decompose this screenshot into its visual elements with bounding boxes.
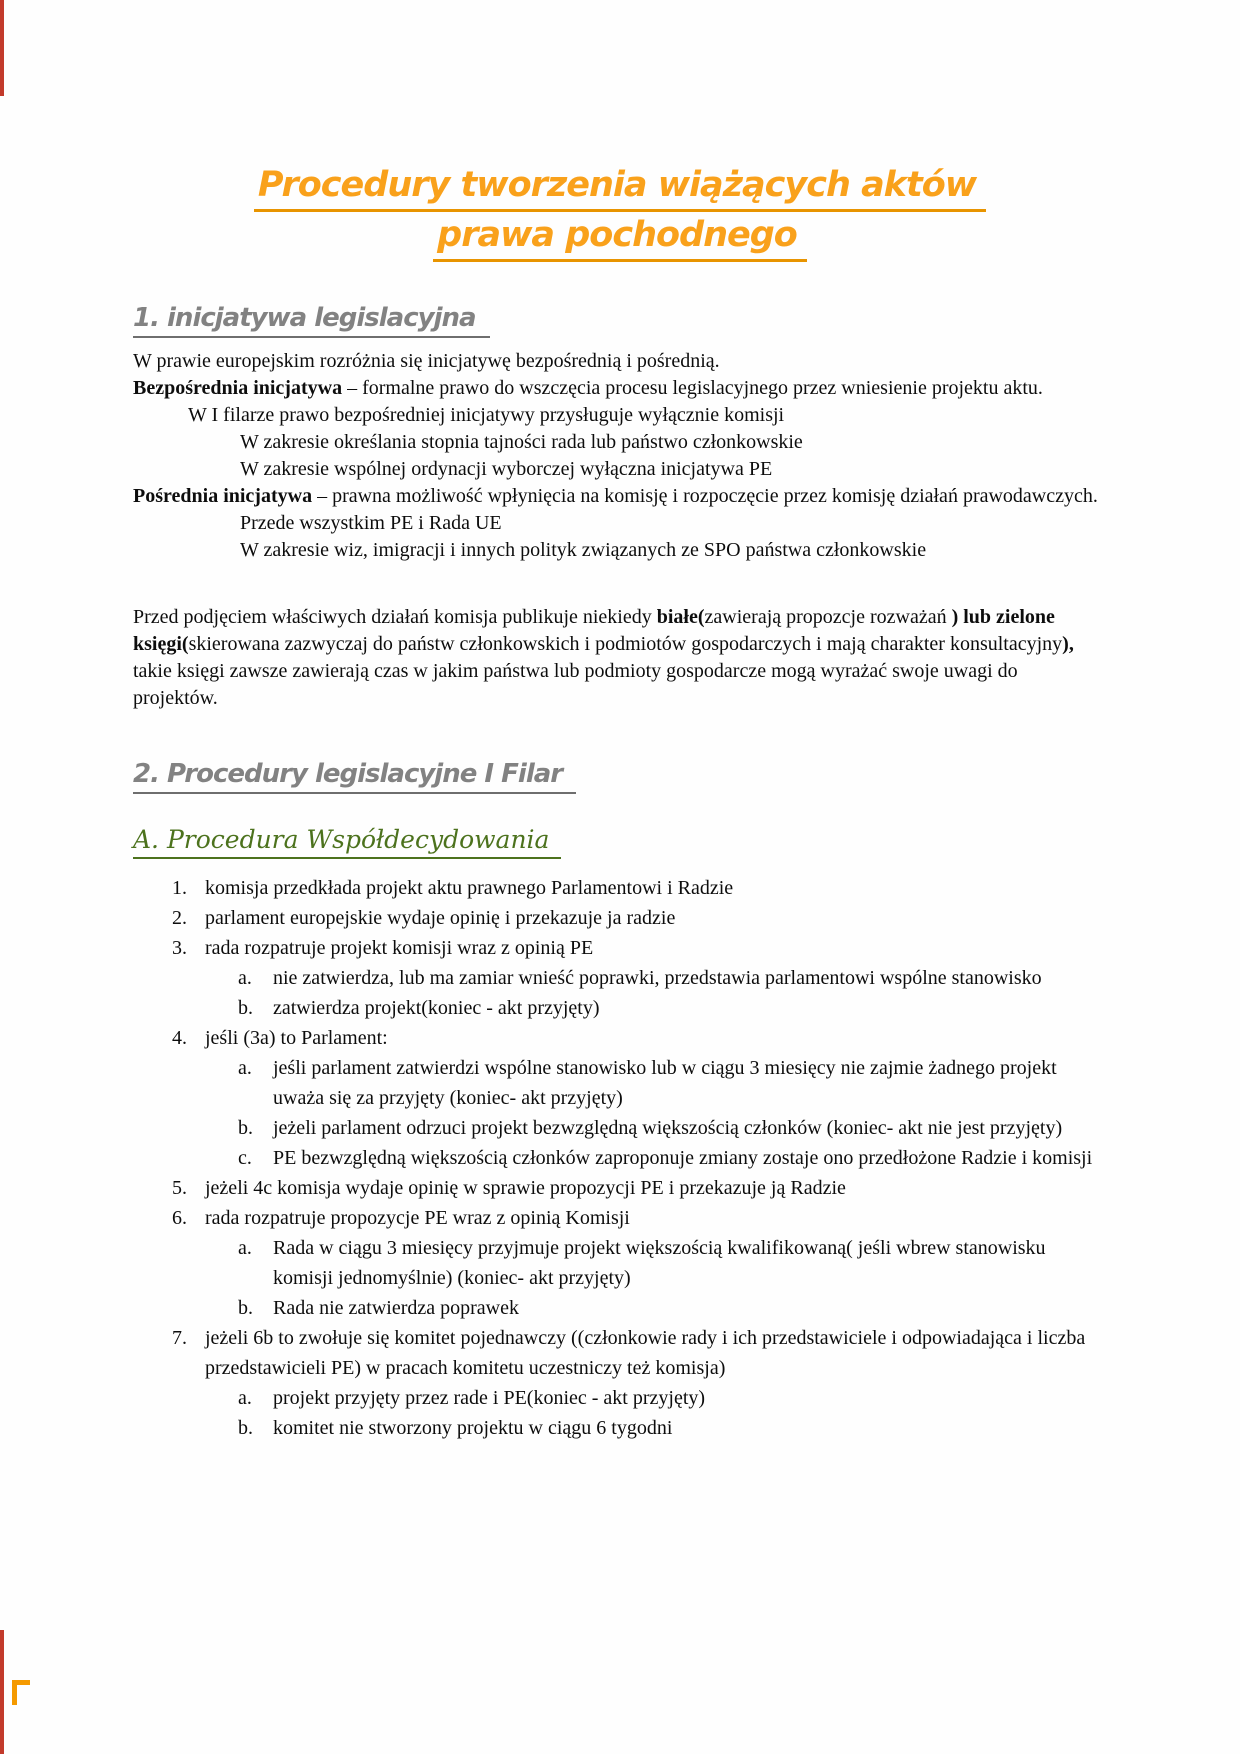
- list-marker: 2.: [172, 907, 187, 929]
- list-item-text: nie zatwierdza, lub ma zamiar wnieść poprawki, przedstawia parlamentowi wspólne stanowisko: [273, 967, 1042, 989]
- list-marker: a.: [238, 1237, 252, 1259]
- procedure-substep: [133, 1143, 1107, 1173]
- text-run: takie księgi zawsze zawierają czas w jakim państwa lub podmioty gospodarcze mogą wyrażać swoje uwagi do projektów.: [133, 660, 1018, 709]
- list-item-text: rada rozpatruje projekt komisji wraz z opinią PE: [205, 937, 594, 959]
- text-line: [133, 402, 1107, 429]
- procedure-step: [133, 1173, 1107, 1203]
- bold-text-run: białe(: [656, 606, 705, 628]
- list-marker: b.: [238, 1117, 253, 1139]
- procedure-step: [133, 873, 1107, 903]
- text-run: Przed podjęciem właściwych działań komisja publikuje niekiedy: [133, 606, 657, 628]
- list-marker: 6.: [172, 1207, 187, 1229]
- section-heading-legislative-procedures: 2. Procedury legislacyjne I Filar: [133, 758, 1107, 794]
- bold-text-run: Pośrednia inicjatywa: [133, 485, 313, 507]
- text-run: W zakresie określania stopnia tajności rada lub państwo członkowskie: [240, 431, 803, 453]
- scan-artifact-top: [0, 0, 4, 96]
- codecision-procedure-list: [133, 873, 1107, 1443]
- list-marker: 1.: [172, 877, 187, 899]
- text-run: – formalne prawo do wszczęcia procesu legislacyjnego przez wniesienie projektu aktu.: [342, 377, 1043, 399]
- list-item-text: jeśli (3a) to Parlament:: [205, 1027, 388, 1049]
- list-item-text: jeśli parlament zatwierdzi wspólne stanowisko lub w ciągu 3 miesięcy nie zajmie żadnego projekt uważa się za przyjęty (koniec- akt przyjęty): [273, 1057, 1057, 1109]
- text-run: zawierają propozcje rozważań: [704, 606, 952, 628]
- text-line: [133, 429, 1107, 456]
- text-run: W prawie europejskim rozróżnia się inicjatywę bezpośrednią i pośrednią.: [133, 350, 720, 372]
- procedure-substep: [133, 1113, 1107, 1143]
- list-item-text: PE bezwzględną większością członków zaproponuje zmiany zostaje ono przedłożone Radzie i komisji: [273, 1147, 1093, 1169]
- list-item-text: jeżeli 4c komisja wydaje opinię w sprawie propozycji PE i przekazuje ją Radzie: [205, 1177, 846, 1199]
- bold-text-run: ) lub zielone księgi(: [133, 606, 1055, 655]
- bold-text-run: Bezpośrednia inicjatywa: [133, 377, 343, 399]
- procedure-substep: [133, 1413, 1107, 1443]
- procedure-substep: [133, 1293, 1107, 1323]
- text-line: [133, 537, 1107, 564]
- text-line: [133, 456, 1107, 483]
- procedure-step: [133, 903, 1107, 933]
- scan-artifact-bottom: [0, 1630, 4, 1754]
- list-marker: b.: [238, 997, 253, 1019]
- procedure-step: [133, 933, 1107, 963]
- list-item-text: Rada nie zatwierdza poprawek: [273, 1297, 519, 1319]
- list-marker: 3.: [172, 937, 187, 959]
- procedure-step: [133, 1023, 1107, 1053]
- scan-artifact-orange-mark: [12, 1680, 30, 1705]
- initiative-text-block: [133, 348, 1107, 564]
- procedure-substep: [133, 993, 1107, 1023]
- white-green-books-paragraph: [133, 604, 1107, 712]
- procedure-substep: [133, 1383, 1107, 1413]
- list-marker: 4.: [172, 1027, 187, 1049]
- text-run: – prawna możliwość wpłynięcia na komisję i rozpoczęcie przez komisję działań prawodawczych.: [312, 485, 1098, 507]
- list-item-text: komitet nie stworzony projektu w ciągu 6 tygodni: [273, 1417, 673, 1439]
- document-title-line-1: Procedury tworzenia wiążących aktów: [254, 162, 986, 212]
- document-title: [133, 162, 1107, 262]
- procedure-step: [133, 1203, 1107, 1233]
- subsection-heading-codecision-procedure: A. Procedura Współdecydowania: [133, 824, 1107, 859]
- list-item-text: Rada w ciągu 3 miesięcy przyjmuje projekt większością kwalifikowaną( jeśli wbrew stanowisku komisji jednomyślnie) (koniec- akt przyjęty): [273, 1237, 1046, 1289]
- list-item-text: parlament europejskie wydaje opinię i przekazuje ja radzie: [205, 907, 676, 929]
- list-marker: a.: [238, 1057, 252, 1079]
- document-title-line-2: prawa pochodnego: [433, 212, 807, 262]
- text-run: W zakresie wiz, imigracji i innych polityk związanych ze SPO państwa członkowskie: [240, 539, 927, 561]
- list-marker: a.: [238, 967, 252, 989]
- list-marker: b.: [238, 1297, 253, 1319]
- list-item-text: rada rozpatruje propozycje PE wraz z opinią Komisji: [205, 1207, 630, 1229]
- procedure-substep: [133, 1233, 1107, 1293]
- bold-text-run: ),: [1062, 633, 1074, 655]
- list-marker: b.: [238, 1417, 253, 1439]
- text-line: [133, 510, 1107, 537]
- list-item-text: projekt przyjęty przez rade i PE(koniec - akt przyjęty): [273, 1387, 706, 1409]
- list-marker: a.: [238, 1387, 252, 1409]
- procedure-substep: [133, 1053, 1107, 1113]
- text-line: [133, 375, 1107, 402]
- list-marker: 5.: [172, 1177, 187, 1199]
- list-item-text: jeżeli 6b to zwołuje się komitet pojednawczy ((członkowie rady i ich przedstawiciele i odpowiadająca i liczba przedstawicieli PE) w pracach komitetu uczestniczy też komisja): [205, 1327, 1086, 1379]
- text-line: [133, 483, 1107, 510]
- text-run: Przede wszystkim PE i Rada UE: [240, 512, 502, 534]
- list-item-text: komisja przedkłada projekt aktu prawnego Parlamentowi i Radzie: [205, 877, 734, 899]
- section-heading-legislative-initiative: 1. inicjatywa legislacyjna: [133, 302, 1107, 338]
- text-line: [133, 348, 1107, 375]
- list-item-text: zatwierdza projekt(koniec - akt przyjęty): [273, 997, 600, 1019]
- list-marker: 7.: [172, 1327, 187, 1349]
- text-run: skierowana zazwyczaj do państw członkowskich i podmiotów gospodarczych i mają charakter konsultacyjny: [188, 633, 1063, 655]
- procedure-substep: [133, 963, 1107, 993]
- list-marker: c.: [238, 1147, 252, 1169]
- procedure-step: [133, 1323, 1107, 1383]
- text-run: W zakresie wspólnej ordynacji wyborczej wyłączna inicjatywa PE: [240, 458, 773, 480]
- text-run: W I filarze prawo bezpośredniej inicjatywy przysługuje wyłącznie komisji: [188, 404, 785, 426]
- list-item-text: jeżeli parlament odrzuci projekt bezwzględną większością członków (koniec- akt nie jest przyjęty): [273, 1117, 1063, 1139]
